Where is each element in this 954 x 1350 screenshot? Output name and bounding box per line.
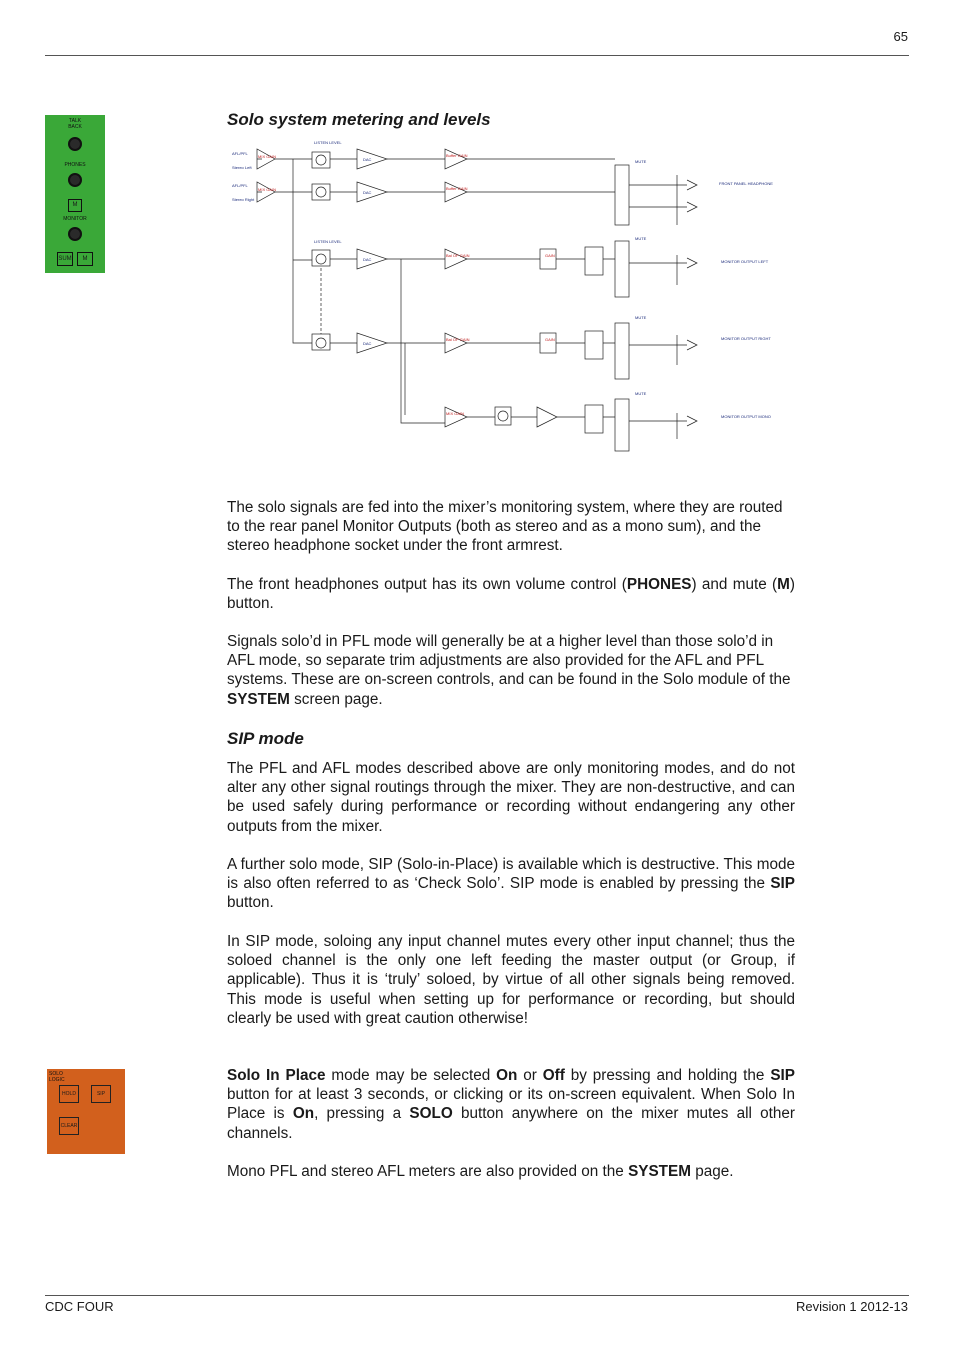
footer-rule — [45, 1295, 909, 1296]
page-number: 65 — [893, 29, 908, 44]
buffer-gain-label: Buffer GAIN — [446, 153, 468, 158]
gain-label: GAIN — [545, 253, 555, 258]
front-panel-headphone-label: FRONT PANEL HEADPHONE — [719, 181, 773, 186]
dac-label: DAC — [363, 341, 372, 346]
footer-revision: Revision 1 2012-13 — [795, 1299, 908, 1314]
solo-logic-title: SOLO LOGIC — [49, 1071, 65, 1083]
monitor-knob[interactable] — [68, 227, 82, 241]
mute-label: MUTE — [635, 159, 647, 164]
paragraph-8: Mono PFL and stereo AFL meters are also provided on the SYSTEM page. — [227, 1163, 734, 1180]
sip-button[interactable]: SIP — [91, 1085, 111, 1103]
bal-op-gain-label: Bal OP GAIN — [446, 337, 470, 342]
bal-op-gain-label: Bal OP GAIN — [446, 253, 470, 258]
monitor-label: MONITOR — [63, 216, 87, 222]
mute-label: MUTE — [635, 315, 647, 320]
dac-label: DAC — [363, 257, 372, 262]
paragraph-2: The front headphones output has its own volume control (PHONES) and mute (M) button. — [227, 576, 795, 613]
phones-mute-button[interactable]: M — [68, 199, 82, 212]
mute-label: MUTE — [635, 391, 647, 396]
monitor-output-left-label: MONITOR OUTPUT LEFT — [721, 259, 769, 264]
paragraph-4: The PFL and AFL modes described above are only monitoring modes, and do not alter any other signal routings through the mixer. They are non-destructive, and can be used safely during performance or recording without endangering any other outputs from the mixer. — [227, 760, 795, 835]
paragraph-1: The solo signals are fed into the mixer’s monitoring system, where they are routed to the rear panel Monitor Outputs (both as stereo and as a mono sum), and the stereo headphone socket under the front armrest. — [227, 499, 783, 555]
paragraph-3: Signals solo’d in PFL mode will generally be at a higher level than those solo’d in AFL mode, so separate trim adjustments are also provided for the AFL and PFL systems. These are on-screen controls, and can be found in the Solo module of the SYSTEM screen page. — [227, 633, 791, 708]
monitor-block-diagram — [227, 135, 773, 460]
solo-logic-panel — [47, 1069, 125, 1154]
monitor-control-panel — [45, 115, 105, 273]
monitor-output-mono-label: MONITOR OUTPUT MONO — [721, 414, 771, 419]
section-title-sip-mode: SIP mode — [227, 729, 304, 748]
clear-button[interactable]: CLEAR — [59, 1117, 79, 1135]
paragraph-7: Solo In Place mode may be selected On or Off by pressing and holding the SIP button for at least 3 seconds, or clicking or its on-screen equivalent. When Solo In Place is On, pressing a SOLO button anywhere on the mixer mutes all other channels. — [227, 1067, 796, 1142]
header-rule — [45, 55, 909, 56]
gain-label: GAIN — [545, 337, 555, 342]
dac-label: DAC — [363, 157, 372, 162]
monitor-mute-button[interactable]: M — [77, 252, 93, 266]
phones-knob[interactable] — [68, 173, 82, 187]
svg-text:AFL/PFL: AFL/PFL — [232, 183, 248, 188]
hold-button[interactable]: HOLD — [59, 1085, 79, 1103]
stereo-left-label: Stereo Left — [232, 165, 252, 170]
mute-label: MUTE — [635, 236, 647, 241]
mix-gain-label: MIX GAIN — [446, 411, 465, 416]
mix-gain-label: MIX GAIN — [258, 187, 277, 192]
talkback-knob[interactable] — [68, 137, 82, 151]
talkback-label: TALK BACK — [68, 118, 82, 130]
sum-button[interactable]: SUM — [57, 252, 73, 266]
paragraph-6: In SIP mode, soloing any input channel mutes every other input channel; thus the soloed channel is the only one left feeding the master output (or Group, if applicable). Thus it is ‘truly’ soloed, by virtue of all other signals being removed. This mode is useful when setting up for performance or recording, but should clearly be used with great caution otherwise! — [227, 933, 795, 1027]
phones-label: PHONES — [64, 162, 86, 168]
stereo-right-label: Stereo Right — [232, 197, 255, 202]
footer-title: CDC FOUR — [45, 1299, 114, 1314]
section-title-solo-metering: Solo system metering and levels — [227, 110, 491, 129]
dac-label: DAC — [363, 190, 372, 195]
buffer-gain-label: Buffer GAIN — [446, 186, 468, 191]
mix-gain-label: MIX GAIN — [258, 154, 277, 159]
monitor-output-right-label: MONITOR OUTPUT RIGHT — [721, 336, 771, 341]
svg-text:AFL/PFL: AFL/PFL — [232, 151, 248, 156]
paragraph-5: A further solo mode, SIP (Solo-in-Place) is available which is destructive. This mode is also often referred to as ‘Check Solo’. SIP mode is enabled by pressing the SIP button. — [227, 856, 795, 912]
listen-level-label-1: LISTEN LEVEL — [314, 140, 342, 145]
listen-level-label-2: LISTEN LEVEL — [314, 239, 342, 244]
